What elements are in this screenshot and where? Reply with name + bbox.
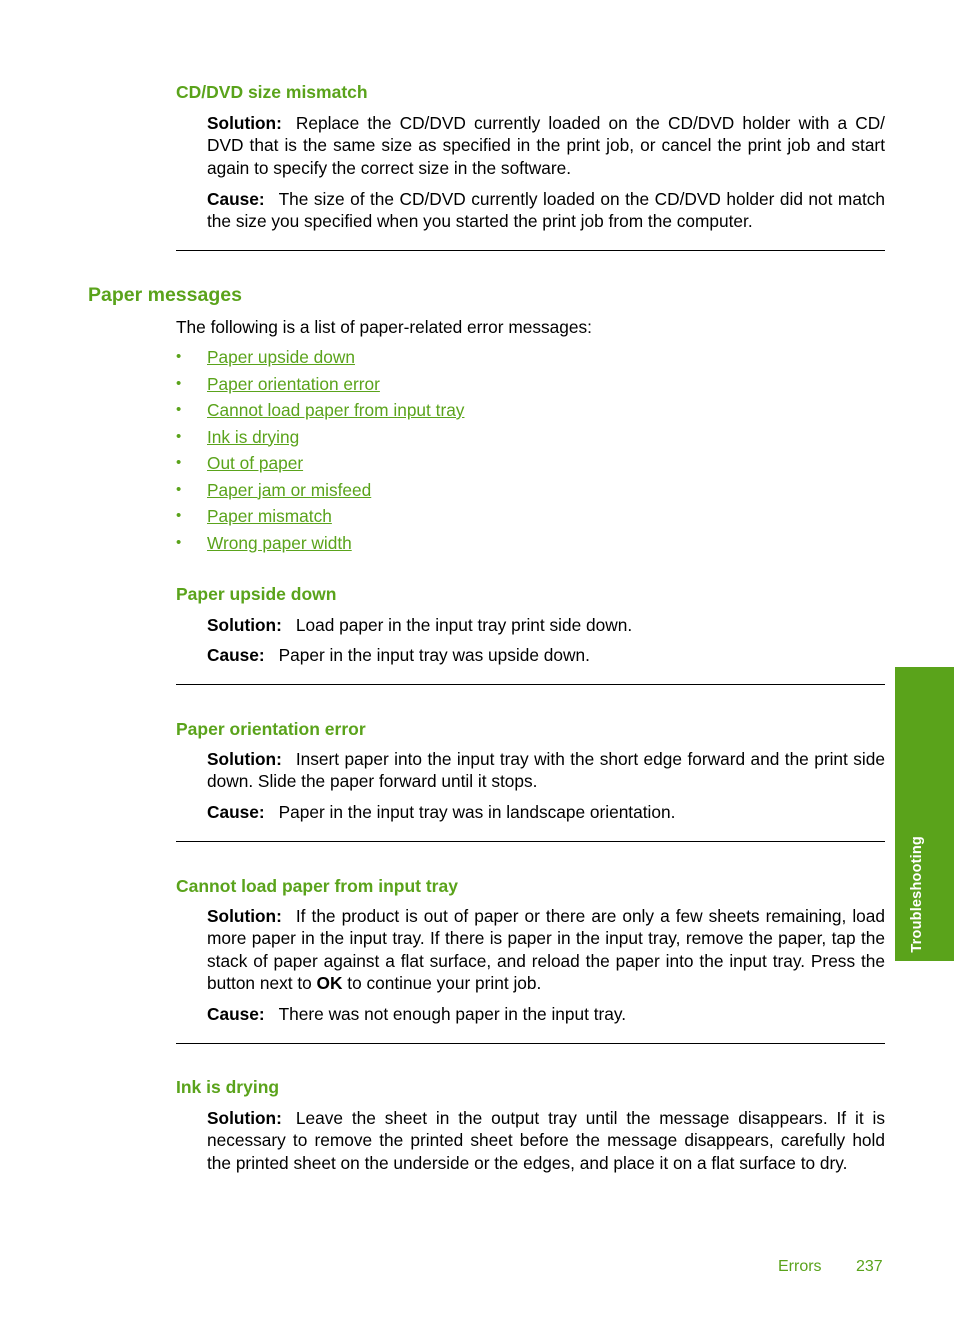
- link-paper-jam-or-misfeed[interactable]: Paper jam or misfeed: [207, 479, 372, 500]
- solution-text-tail: to continue your print job.: [347, 973, 542, 994]
- link-cannot-load-paper[interactable]: Cannot load paper from input tray: [207, 400, 465, 420]
- ink-is-drying-heading: Ink is drying: [176, 1077, 280, 1097]
- solution-label: Solution:: [207, 749, 282, 769]
- link-paper-orientation-error[interactable]: Paper orientation error: [207, 373, 380, 394]
- solution-label: Solution:: [207, 1108, 282, 1128]
- cause-text: There was not enough paper in the input tray.: [278, 1004, 627, 1024]
- cannot-load-solution: [207, 905, 885, 995]
- cause-text: Paper in the input tray was in landscape orientation.: [278, 802, 676, 822]
- paper-messages-heading: Paper messages: [88, 284, 242, 306]
- cd-dvd-mismatch-heading: CD/DVD size mismatch: [176, 82, 368, 102]
- footer-page-number: 237: [856, 1258, 883, 1275]
- cannot-load-cause: [207, 1003, 885, 1025]
- upside-down-solution: [207, 614, 885, 636]
- cause-label: Cause:: [207, 189, 265, 209]
- cause-text: The size of the CD/DVD currently loaded on the CD/DVD holder did not match the size you specified when you started the print job from the computer.: [207, 189, 885, 232]
- cd-dvd-solution: [207, 112, 885, 179]
- bullet-icon: •: [176, 480, 182, 498]
- cd-dvd-cause: [207, 188, 885, 233]
- bullet-icon: •: [176, 454, 182, 471]
- bullet-icon: •: [176, 401, 182, 418]
- section-divider: [176, 1043, 885, 1044]
- side-tab-label: Troubleshooting: [909, 836, 925, 953]
- solution-text: Leave the sheet in the output tray until the message disappears. If it is necessary to remove the printed sheet before the message disappears, carefully hold the printed sheet on the underside or the edges, and place it on a flat surface to dry.: [207, 1108, 885, 1173]
- upside-down-cause: [207, 644, 885, 666]
- section-divider: [176, 684, 885, 685]
- solution-text: Replace the CD/DVD currently loaded on the CD/DVD holder with a CD/ DVD that is the same size as specified in the print job, or cancel the print job and start again to specify the correct size in the software.: [207, 113, 885, 178]
- bullet-icon: •: [176, 533, 182, 551]
- solution-label: Solution:: [207, 906, 282, 926]
- section-divider: [176, 841, 885, 842]
- cause-label: Cause:: [207, 1004, 265, 1024]
- link-out-of-paper[interactable]: Out of paper: [207, 453, 304, 473]
- bullet-icon: •: [176, 427, 182, 445]
- troubleshooting-side-tab: [895, 667, 954, 961]
- section-divider: [176, 250, 885, 251]
- bullet-icon: •: [176, 374, 182, 392]
- paper-orientation-error-heading: Paper orientation error: [176, 719, 366, 739]
- cannot-load-paper-heading: Cannot load paper from input tray: [176, 876, 458, 896]
- cause-text: Paper in the input tray was upside down.: [278, 645, 590, 665]
- bullet-icon: •: [176, 507, 182, 524]
- solution-text: Insert paper into the input tray with the short edge forward and the print side down. Slide the paper forward until it stops.: [207, 749, 885, 792]
- paper-upside-down-heading: Paper upside down: [176, 584, 337, 604]
- solution-label: Solution:: [207, 615, 282, 635]
- cause-label: Cause:: [207, 645, 265, 665]
- ok-button-name: OK: [316, 973, 343, 994]
- solution-label: Solution:: [207, 113, 282, 133]
- paper-messages-intro: The following is a list of paper-related error messages:: [176, 317, 592, 337]
- cause-label: Cause:: [207, 802, 265, 822]
- bullet-icon: •: [176, 348, 182, 365]
- link-ink-is-drying[interactable]: Ink is drying: [207, 426, 300, 447]
- link-wrong-paper-width[interactable]: Wrong paper width: [207, 532, 352, 553]
- link-paper-upside-down[interactable]: Paper upside down: [207, 347, 355, 367]
- orientation-cause: [207, 801, 885, 823]
- footer-section-name: Errors: [778, 1258, 822, 1275]
- orientation-solution: [207, 748, 885, 793]
- ink-drying-solution: [207, 1107, 885, 1174]
- link-paper-mismatch[interactable]: Paper mismatch: [207, 506, 332, 526]
- solution-text: Load paper in the input tray print side down.: [295, 615, 633, 635]
- solution-text: If the product is out of paper or there are only a few sheets remaining, load more paper in the input tray. If there is paper in the input tray, remove the paper, tap the stack of paper against a flat surface, and reload the paper into the input tray. Press the button next to: [207, 906, 885, 994]
